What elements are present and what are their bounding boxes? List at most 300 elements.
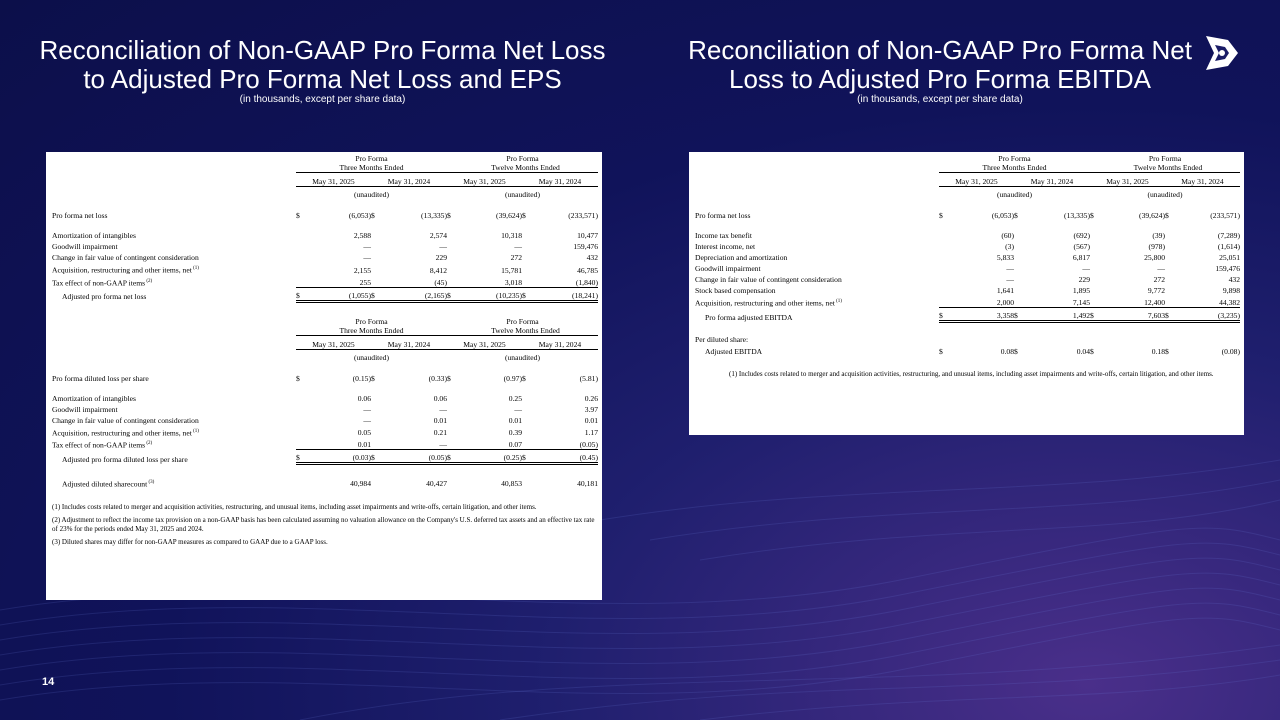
currency-sign (522, 383, 532, 403)
row-label: Acquisition, restructuring and other items, net $^{(1)}$ (52, 428, 199, 438)
value-cell: 0.01 (584, 415, 598, 425)
header-spacer (46, 349, 296, 362)
header-spacer (689, 187, 939, 200)
currency-sign (522, 251, 532, 262)
value-cell: 2,000 (996, 298, 1014, 308)
loss-per-share-table (46, 317, 598, 489)
value-cell: 229 (435, 253, 447, 262)
currency-sign (1014, 240, 1024, 251)
value-cell: 40,853 (501, 479, 522, 489)
currency-sign (1014, 251, 1024, 262)
currency-sign (447, 275, 457, 288)
currency-sign (447, 240, 457, 251)
table-row (46, 251, 598, 262)
value-cell: 10,318 (501, 231, 522, 240)
value-cell: 0.07 (508, 440, 522, 450)
value-cell: 1,641 (996, 286, 1014, 295)
currency-sign (447, 414, 457, 425)
table-row (689, 295, 1240, 308)
net-loss-row (46, 199, 598, 220)
currency-sign (1014, 295, 1024, 308)
value-cell: — (439, 404, 447, 414)
value-cell: 159,476 (573, 242, 598, 251)
currency-sign (1090, 273, 1100, 284)
row-label: Interest income, net (695, 242, 756, 251)
currency-sign (296, 403, 306, 414)
row-label: Pro forma net loss (52, 211, 108, 220)
value-cell: 0.05 (357, 428, 371, 438)
header-spacer (46, 335, 296, 349)
value-cell: (7,289) (1217, 231, 1240, 240)
value-cell: 0.01 (357, 440, 371, 450)
header-row (46, 317, 598, 326)
header-spacer (689, 163, 939, 173)
header-date: May 31, 2024 (1014, 173, 1090, 187)
currency-sign (522, 275, 532, 288)
value-cell: 7,603 (1100, 308, 1165, 322)
value-cell: — (1082, 264, 1090, 273)
sharecount-row (46, 464, 598, 489)
adjusted-net-loss-row (46, 287, 598, 301)
currency-sign (296, 262, 306, 275)
value-cell: 272 (1153, 275, 1165, 284)
header-row (46, 335, 598, 349)
currency-sign: $ (522, 450, 532, 464)
net-loss-row (689, 199, 1240, 220)
value-cell: — (363, 415, 371, 425)
currency-sign: $ (522, 211, 526, 220)
footnote-ref: (2) (145, 441, 153, 447)
value-cell: (3,235) (1175, 308, 1240, 322)
value-cell: 1,895 (1072, 286, 1090, 295)
value-cell: 0.08 (1000, 347, 1014, 357)
currency-sign (1090, 240, 1100, 251)
header-pro-forma: Pro Forma (355, 316, 388, 326)
right-financial-panel (689, 152, 1244, 435)
header-pro-forma: Pro Forma (506, 154, 539, 163)
value-cell: 0.25 (508, 393, 522, 403)
row-label: Pro forma adjusted EBITDA (705, 312, 793, 322)
value-cell: (1,840) (575, 277, 598, 287)
currency-sign: $ (1090, 211, 1094, 220)
value-cell: 229 (1078, 275, 1090, 284)
row-label: Acquisition, restructuring and other items, net $^{(1)}$ (52, 265, 199, 275)
value-cell: (0.03) (306, 450, 371, 464)
currency-sign (371, 437, 381, 450)
header-date: May 31, 2025 (296, 173, 371, 187)
header-three-months: Three Months Ended (296, 163, 447, 173)
value-cell: (0.15) (352, 373, 371, 383)
right-title-block (680, 36, 1200, 106)
value-cell: 10,477 (577, 231, 598, 240)
header-three-months: Three Months Ended (296, 326, 447, 336)
per-share-label: Per diluted share: (695, 335, 749, 345)
currency-sign (522, 403, 532, 414)
value-cell: 25,051 (1219, 253, 1240, 262)
value-cell: 40,427 (426, 479, 447, 489)
currency-sign (371, 414, 381, 425)
value-cell: (6,053) (991, 211, 1014, 220)
currency-sign: $ (939, 308, 949, 322)
table-row (46, 383, 598, 403)
header-row (46, 349, 598, 362)
currency-sign (1165, 273, 1175, 284)
currency-sign: $ (1165, 211, 1169, 220)
value-cell: — (1157, 264, 1165, 273)
currency-sign (522, 240, 532, 251)
value-cell: (13,335) (1064, 211, 1090, 220)
currency-sign: $ (939, 211, 943, 220)
currency-sign (296, 464, 306, 489)
currency-sign (939, 295, 949, 308)
table-row (46, 425, 598, 438)
header-spacer (46, 317, 296, 326)
value-cell: 5,833 (996, 253, 1014, 262)
header-unaudited: (unaudited) (353, 190, 389, 199)
header-row (689, 173, 1240, 187)
value-cell: (233,571) (568, 211, 598, 220)
left-financial-panel (46, 152, 602, 600)
header-date: May 31, 2024 (371, 335, 447, 349)
header-date: May 31, 2025 (939, 173, 1014, 187)
value-cell: (692) (1073, 231, 1090, 240)
header-unaudited: (unaudited) (504, 190, 540, 199)
currency-sign (1014, 262, 1024, 273)
value-cell: — (1006, 264, 1014, 273)
header-spacer (46, 173, 296, 187)
table-row (46, 403, 598, 414)
currency-sign: $ (371, 373, 375, 383)
currency-sign (296, 275, 306, 288)
table-row (46, 262, 598, 275)
header-twelve-months: Twelve Months Ended (447, 163, 598, 173)
value-cell: 1.17 (584, 428, 598, 438)
table-row (689, 284, 1240, 295)
currency-sign (1165, 240, 1175, 251)
value-cell: 44,382 (1219, 298, 1240, 308)
row-label: Pro forma diluted loss per share (52, 373, 149, 383)
currency-sign (447, 383, 457, 403)
currency-sign (447, 437, 457, 450)
header-pro-forma: Pro Forma (355, 154, 388, 163)
row-label: Change in fair value of contingent consideration (52, 253, 199, 262)
currency-sign (296, 414, 306, 425)
currency-sign (522, 464, 532, 489)
row-label: Stock based compensation (695, 286, 776, 295)
value-cell: 6,817 (1072, 253, 1090, 262)
value-cell: (10,235) (457, 287, 522, 301)
value-cell: 432 (586, 253, 598, 262)
value-cell: (39,624) (1139, 211, 1165, 220)
table-row (46, 275, 598, 288)
header-unaudited: (unaudited) (996, 190, 1032, 199)
value-cell: 3,018 (504, 277, 522, 287)
currency-sign (371, 425, 381, 438)
value-cell: 0.06 (433, 393, 447, 403)
header-date: May 31, 2025 (1090, 173, 1165, 187)
header-pro-forma: Pro Forma (998, 154, 1031, 163)
currency-sign: $ (522, 287, 532, 301)
footnote-ref: (2) (145, 278, 153, 284)
value-cell: (3) (1005, 242, 1014, 251)
value-cell: (1,055) (306, 287, 371, 301)
left-footnote-3: (3) Diluted shares may differ for non-GAAP measures as compared to GAAP due to a GAAP loss. (52, 538, 328, 547)
table-row (689, 220, 1240, 240)
currency-sign: $ (296, 450, 306, 464)
value-cell: (2,165) (381, 287, 447, 301)
value-cell: (0.05) (579, 440, 598, 450)
value-cell: — (439, 440, 447, 450)
currency-sign (371, 240, 381, 251)
table-row (46, 414, 598, 425)
currency-sign (522, 414, 532, 425)
header-row (689, 163, 1240, 173)
header-date: May 31, 2025 (447, 173, 522, 187)
currency-sign: $ (371, 450, 381, 464)
value-cell: (0.25) (457, 450, 522, 464)
left-footnote-1: (1) Includes costs related to merger and acquisition activities, restructuring, and unusual items, including asset impairments and write-offs, certain litigation, and other items. (52, 503, 537, 512)
value-cell: 25,800 (1144, 253, 1165, 262)
header-spacer (689, 154, 939, 163)
value-cell: 0.04 (1076, 347, 1090, 357)
value-cell: (233,571) (1210, 211, 1240, 220)
left-title-block (30, 36, 615, 106)
currency-sign (1014, 273, 1024, 284)
header-row (46, 173, 598, 187)
currency-sign (296, 251, 306, 262)
header-unaudited: (unaudited) (353, 352, 389, 362)
adjusted-diluted-loss-row (46, 450, 598, 464)
table-row (46, 240, 598, 251)
currency-sign: $ (1165, 347, 1169, 357)
header-three-months: Three Months Ended (939, 163, 1090, 173)
net-loss-table (46, 154, 598, 303)
currency-sign (371, 251, 381, 262)
value-cell: (0.08) (1221, 347, 1240, 357)
value-cell: — (1006, 275, 1014, 284)
value-cell: 3.97 (584, 404, 598, 414)
value-cell: (39,624) (496, 211, 522, 220)
currency-sign: $ (296, 373, 300, 383)
value-cell: 432 (1228, 275, 1240, 284)
currency-sign (522, 437, 532, 450)
currency-sign (1090, 220, 1100, 240)
value-cell: — (514, 242, 522, 251)
value-cell: — (363, 404, 371, 414)
left-subtitle: (in thousands, except per share data) (239, 94, 406, 105)
row-label: Amortization of intangibles (52, 231, 136, 240)
row-label: Change in fair value of contingent consideration (52, 415, 199, 425)
right-subtitle: (in thousands, except per share data) (857, 94, 1023, 105)
currency-sign (371, 262, 381, 275)
currency-sign: $ (1014, 347, 1018, 357)
table-row (689, 273, 1240, 284)
currency-sign (371, 464, 381, 489)
currency-sign (522, 262, 532, 275)
value-cell: 40,984 (350, 479, 371, 489)
header-date: May 31, 2024 (1165, 173, 1240, 187)
header-spacer (46, 154, 296, 163)
value-cell: 0.21 (433, 428, 447, 438)
header-date: May 31, 2024 (522, 173, 598, 187)
header-spacer (46, 326, 296, 336)
value-cell: (1,614) (1217, 242, 1240, 251)
currency-sign: $ (447, 211, 451, 220)
currency-sign (296, 240, 306, 251)
footnote-ref: (1) (191, 428, 199, 434)
row-label: Tax effect of non-GAAP items $^{(2)}$ (52, 440, 153, 450)
value-cell: (45) (434, 277, 447, 287)
table-row (46, 437, 598, 450)
currency-sign (296, 437, 306, 450)
row-label: Change in fair value of contingent consideration (695, 275, 842, 284)
header-row (46, 187, 598, 200)
value-cell: (5.81) (579, 373, 598, 383)
diluted-loss-row (46, 362, 598, 383)
value-cell: 0.06 (357, 393, 371, 403)
header-row (689, 187, 1240, 200)
value-cell: (0.05) (381, 450, 447, 464)
header-spacer (46, 187, 296, 200)
value-cell: (0.33) (428, 373, 447, 383)
row-label: Acquisition, restructuring and other items, net $^{(1)}$ (695, 298, 842, 308)
row-label: Goodwill impairment (695, 264, 761, 273)
value-cell: (978) (1148, 242, 1165, 251)
value-cell: (13,335) (421, 211, 447, 220)
value-cell: 9,772 (1147, 286, 1165, 295)
row-label: Goodwill impairment (52, 242, 118, 251)
currency-sign (1090, 295, 1100, 308)
currency-sign (939, 284, 949, 295)
currency-sign (371, 220, 381, 240)
currency-sign (939, 220, 949, 240)
currency-sign (296, 220, 306, 240)
footnote-ref: (1) (834, 299, 842, 304)
row-label: Pro forma net loss (695, 211, 751, 220)
value-cell: (60) (1001, 231, 1014, 240)
row-label: Adjusted pro forma diluted loss per share (62, 454, 188, 464)
table-row (46, 220, 598, 240)
row-label: Adjusted pro forma net loss (62, 292, 147, 302)
value-cell: 0.26 (584, 393, 598, 403)
row-label: Income tax benefit (695, 231, 752, 240)
currency-sign: $ (1014, 211, 1018, 220)
currency-sign (1014, 220, 1024, 240)
currency-sign (522, 425, 532, 438)
row-label: Adjusted EBITDA (705, 347, 763, 357)
footnote-ref: (3) (147, 479, 155, 485)
currency-sign: $ (522, 373, 526, 383)
header-date: May 31, 2025 (296, 335, 371, 349)
row-label: Amortization of intangibles (52, 393, 136, 403)
value-cell: 8,412 (429, 265, 447, 275)
currency-sign (447, 262, 457, 275)
currency-sign: $ (939, 347, 943, 357)
value-cell: 2,574 (429, 231, 447, 240)
adjusted-ebitda-total-row (689, 308, 1240, 322)
currency-sign (939, 251, 949, 262)
row-label: Goodwill impairment (52, 404, 118, 414)
ebitda-table (689, 154, 1240, 356)
currency-sign (447, 220, 457, 240)
value-cell: 159,476 (1215, 264, 1240, 273)
value-cell: 0.39 (508, 428, 522, 438)
value-cell: 255 (359, 277, 371, 287)
currency-sign (447, 403, 457, 414)
company-logo-icon (1198, 30, 1244, 76)
currency-sign: $ (1014, 308, 1024, 322)
currency-sign (371, 383, 381, 403)
header-pro-forma: Pro Forma (1148, 154, 1182, 163)
header-row (46, 326, 598, 336)
value-cell: 2,155 (353, 265, 371, 275)
currency-sign (447, 425, 457, 438)
currency-sign (1165, 295, 1175, 308)
currency-sign: $ (296, 287, 306, 301)
header-twelve-months: Twelve Months Ended (1090, 163, 1240, 173)
currency-sign (1014, 284, 1024, 295)
left-title: Reconciliation of Non-GAAP Pro Forma Net Loss to Adjusted Pro Forma Net Loss and EPS (39, 35, 606, 94)
row-label: Depreciation and amortization (695, 253, 788, 262)
currency-sign: $ (1090, 308, 1100, 322)
value-cell: 12,400 (1144, 298, 1165, 308)
currency-sign: $ (371, 287, 381, 301)
value-cell: — (363, 253, 371, 262)
currency-sign (447, 251, 457, 262)
header-row (46, 163, 598, 173)
header-pro-forma: Pro Forma (506, 316, 539, 326)
adjusted-ebitda-per-share-row (689, 344, 1240, 356)
right-title: Reconciliation of Non-GAAP Pro Forma Net Loss to Adjusted Pro Forma EBITDA (688, 35, 1192, 94)
header-date: May 31, 2024 (522, 335, 598, 349)
header-date: May 31, 2024 (371, 173, 447, 187)
value-cell: 0.01 (508, 415, 522, 425)
row-label: Adjusted diluted sharecount $^{(3)}$ (62, 479, 155, 489)
currency-sign (296, 383, 306, 403)
value-cell: 7,145 (1072, 298, 1090, 308)
header-spacer (689, 173, 939, 187)
currency-sign (939, 262, 949, 273)
header-row (46, 154, 598, 163)
currency-sign (1165, 220, 1175, 240)
value-cell: (6,053) (348, 211, 371, 220)
value-cell: — (363, 242, 371, 251)
currency-sign: $ (1165, 308, 1175, 322)
left-footnotes (46, 503, 602, 547)
footnote-ref: (1) (191, 266, 199, 271)
value-cell: (0.97) (503, 373, 522, 383)
right-footnote: (1) Includes costs related to merger and acquisition activities, restructuring, and unusual items, including asset impairments and write-offs, certain litigation, and other items. (729, 370, 1214, 379)
currency-sign: $ (1090, 347, 1094, 357)
value-cell: 40,181 (577, 479, 598, 489)
currency-sign (1165, 262, 1175, 273)
table-row (689, 240, 1240, 251)
currency-sign (1090, 262, 1100, 273)
currency-sign (939, 273, 949, 284)
row-label: Tax effect of non-GAAP items $^{(2)}$ (52, 278, 153, 288)
value-cell: (18,241) (532, 287, 598, 301)
header-unaudited: (unaudited) (504, 352, 540, 362)
currency-sign (939, 240, 949, 251)
per-share-label-row (689, 322, 1240, 345)
currency-sign (447, 464, 457, 489)
value-cell: 272 (510, 253, 522, 262)
currency-sign: $ (447, 287, 457, 301)
currency-sign (1090, 251, 1100, 262)
header-twelve-months: Twelve Months Ended (447, 326, 598, 336)
currency-sign: $ (371, 211, 375, 220)
currency-sign: $ (447, 450, 457, 464)
